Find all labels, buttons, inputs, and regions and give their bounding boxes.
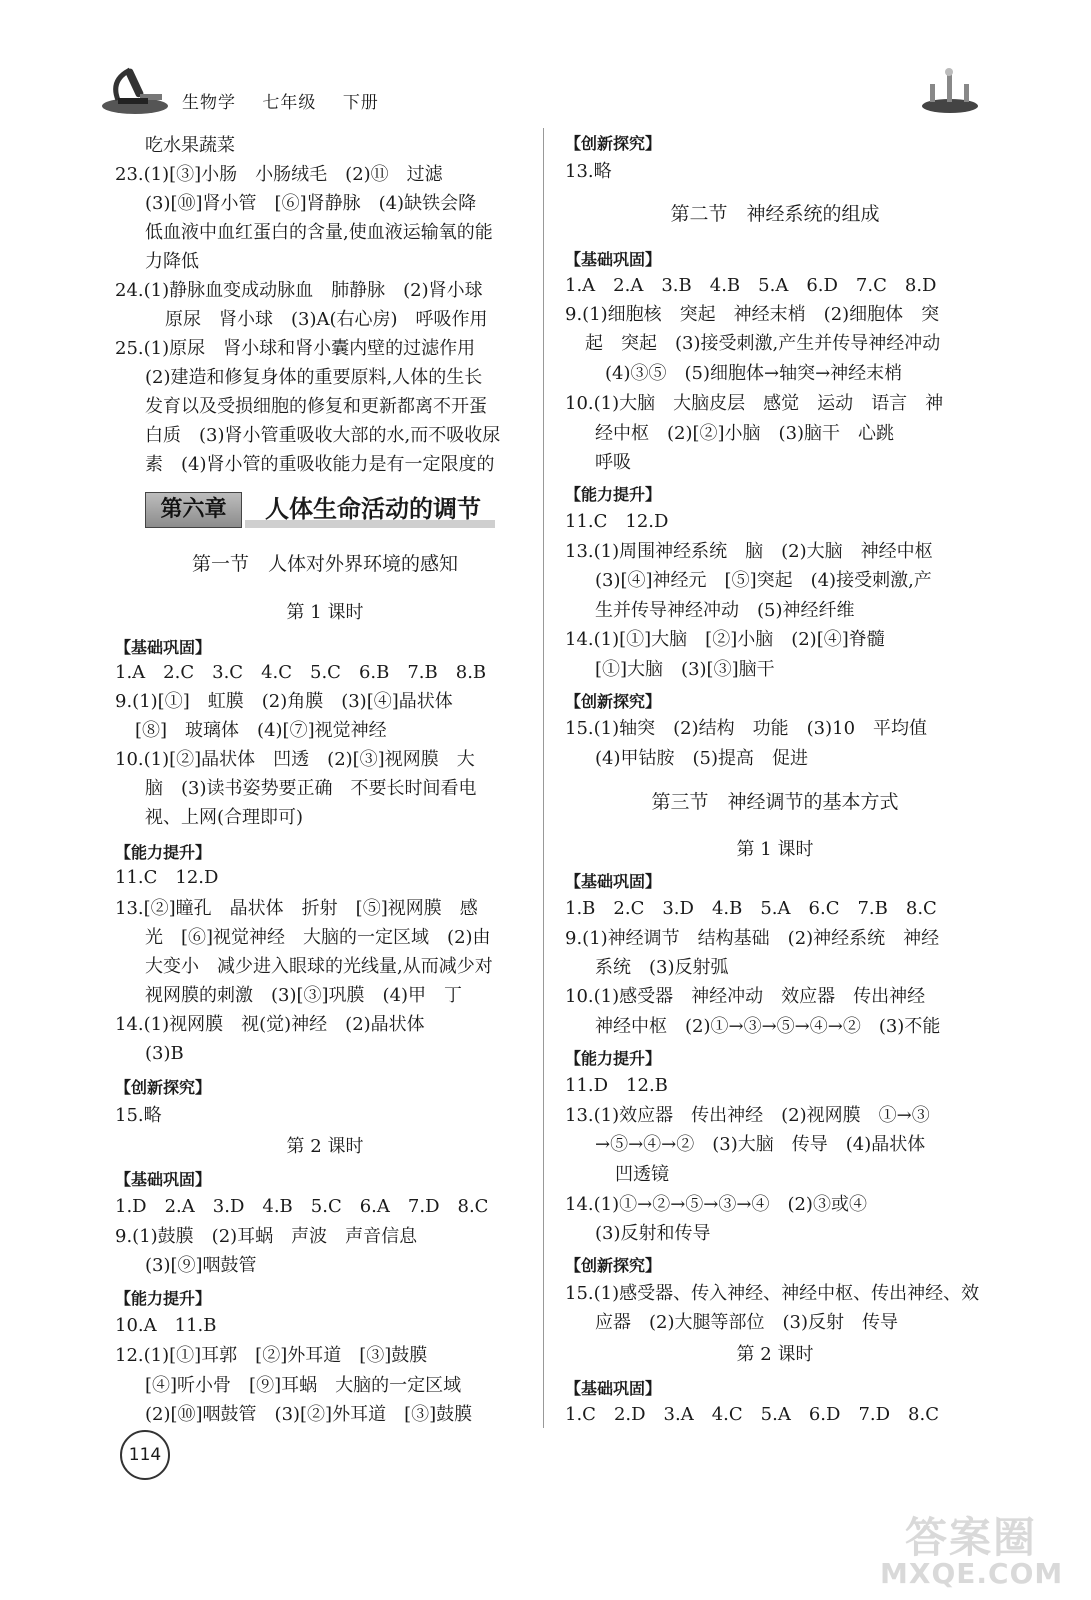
- answer-line: 11.D 12.B: [565, 1075, 668, 1096]
- section-tag: 【能力提升】: [115, 1289, 212, 1308]
- answer-line: (3)反射和传导: [595, 1223, 711, 1244]
- section-tag: 【能力提升】: [565, 1049, 662, 1068]
- answer-line: 脑 (3)读书姿势要正确 不要长时间看电: [145, 778, 477, 799]
- answer-line: 力降低: [145, 251, 199, 272]
- answer-line: 系统 (3)反射弧: [595, 957, 729, 978]
- answer-line: 10.A 11.B: [115, 1315, 217, 1336]
- answer-line: 13.略: [565, 161, 612, 182]
- answer-line: 25.(1)原尿 肾小球和肾小囊内壁的过滤作用: [115, 338, 476, 359]
- section-tag: 【基础巩固】: [115, 1170, 212, 1189]
- answer-line: 1.A 2.A 3.B 4.B 5.A 6.D 7.C 8.D: [565, 275, 937, 296]
- answer-line: [①]大脑 (3)[③]脑干: [595, 659, 775, 680]
- answer-line: 1.C 2.D 3.A 4.C 5.A 6.D 7.D 8.C: [565, 1404, 940, 1425]
- answer-line: (2)[⑩]咽鼓管 (3)[②]外耳道 [③]鼓膜: [145, 1404, 473, 1425]
- chapter-heading: [145, 490, 505, 530]
- answer-line: 9.(1)鼓膜 (2)耳蜗 声波 声音信息: [115, 1226, 418, 1247]
- answer-line: 14.(1)视网膜 视(觉)神经 (2)晶状体: [115, 1014, 425, 1035]
- page-header: [100, 60, 980, 116]
- answer-line: 视网膜的刺激 (3)[③]巩膜 (4)甲 丁: [145, 985, 463, 1006]
- section-tag: 【基础巩固】: [565, 872, 662, 891]
- section-tag: 【创新探究】: [115, 1078, 212, 1097]
- section-title: 第二节 神经系统的组成: [670, 203, 880, 225]
- answer-line: 视、上网(合理即可): [145, 807, 304, 828]
- section-tag: 【基础巩固】: [565, 1379, 662, 1398]
- answer-line: 1.D 2.A 3.D 4.B 5.C 6.A 7.D 8.C: [115, 1196, 489, 1217]
- answer-line: 11.C 12.D: [115, 867, 219, 888]
- chapter-label: 第六章: [145, 492, 242, 528]
- section-tag: 【创新探究】: [565, 1256, 662, 1275]
- lesson-title: 第 2 课时: [736, 1344, 814, 1365]
- header-title: [182, 88, 399, 113]
- answer-line: 10.(1)[②]晶状体 凹透 (2)[③]视网膜 大: [115, 749, 475, 770]
- answer-line: 10.(1)大脑 大脑皮层 感觉 运动 语言 神: [565, 393, 944, 414]
- answer-line: 11.C 12.D: [565, 511, 669, 532]
- answer-line: (3)[④]神经元 [⑤]突起 (4)接受刺激,产: [595, 570, 932, 591]
- answer-line: 9.(1)[①] 虹膜 (2)角膜 (3)[④]晶状体: [115, 691, 453, 712]
- section-title: 第三节 神经调节的基本方式: [651, 791, 899, 813]
- answer-line: 1.B 2.C 3.D 4.B 5.A 6.C 7.B 8.C: [565, 898, 937, 919]
- chapter-title: 人体生命活动的调节: [265, 495, 481, 523]
- lesson-title: 第 2 课时: [286, 1136, 364, 1157]
- answer-line: 15.略: [115, 1105, 162, 1126]
- answer-line: 经中枢 (2)[②]小脑 (3)脑干 心跳: [595, 423, 895, 444]
- lesson-title: 第 1 课时: [736, 839, 814, 860]
- answer-line: 13.(1)效应器 传出神经 (2)视网膜 ①→③: [565, 1105, 930, 1126]
- microscope-icon: [100, 60, 170, 116]
- section-tag: 【能力提升】: [115, 843, 212, 862]
- answer-line: 呼吸: [595, 452, 631, 473]
- header-grade: 七年级: [262, 93, 317, 113]
- header-subject: 生物学: [182, 93, 236, 113]
- answer-line: 12.(1)[①]耳郭 [②]外耳道 [③]鼓膜: [115, 1345, 428, 1366]
- answer-line: (3)[⑨]咽鼓管: [145, 1255, 257, 1276]
- section-tag: 【基础巩固】: [565, 250, 662, 269]
- answer-line: (3)B: [145, 1043, 184, 1064]
- answer-line: 10.(1)感受器 神经冲动 效应器 传出神经: [565, 986, 926, 1007]
- answer-line: (4)甲钴胺 (5)提高 促进: [595, 748, 808, 769]
- lab-apparatus-icon: [920, 64, 980, 114]
- answer-line: [⑧] 玻璃体 (4)[⑦]视觉神经: [135, 720, 387, 741]
- watermark: [880, 1505, 1080, 1595]
- answer-line: 生并传导神经冲动 (5)神经纤维: [595, 600, 855, 621]
- answer-line: →⑤→④→② (3)大脑 传导 (4)晶状体: [595, 1134, 926, 1155]
- section-tag: 【基础巩固】: [115, 638, 212, 657]
- lesson-title: 第 1 课时: [286, 602, 364, 623]
- answer-line: 应器 (2)大腿等部位 (3)反射 传导: [595, 1312, 898, 1333]
- answer-line: 白质 (3)肾小管重吸收大部的水,而不吸收尿: [145, 425, 501, 446]
- answer-line: 15.(1)感受器、传入神经、神经中枢、传出神经、效: [565, 1283, 980, 1304]
- text-line: 吃水果蔬菜: [145, 135, 235, 156]
- answer-line: 13.[②]瞳孔 晶状体 折射 [⑤]视网膜 感: [115, 898, 478, 919]
- section-tag: 【能力提升】: [565, 485, 662, 504]
- answer-line: 9.(1)细胞核 突起 神经末梢 (2)细胞体 突: [565, 304, 940, 325]
- answer-line: [④]听小骨 [⑨]耳蜗 大脑的一定区域: [145, 1375, 462, 1396]
- answer-line: 大变小 减少进入眼球的光线量,从而减少对: [145, 956, 493, 977]
- answer-line: 13.(1)周围神经系统 脑 (2)大脑 神经中枢: [565, 541, 933, 562]
- watermark-en: MXQE.COM: [880, 1557, 1064, 1590]
- answer-line: 神经中枢 (2)①→③→⑤→④→② (3)不能: [595, 1016, 941, 1037]
- section-tag: 【创新探究】: [565, 692, 662, 711]
- section-tag: 【创新探究】: [565, 134, 662, 153]
- answer-line: 14.(1)①→②→⑤→③→④ (2)③或④: [565, 1194, 867, 1215]
- answer-line: 低血液中血红蛋白的含量,使血液运输氧的能: [145, 222, 493, 243]
- answer-line: (3)[⑩]肾小管 [⑥]肾静脉 (4)缺铁会降: [145, 193, 477, 214]
- answer-line: 发育以及受损细胞的修复和更新都离不开蛋: [145, 396, 487, 417]
- answer-line: (2)建造和修复身体的重要原料,人体的生长: [145, 367, 483, 388]
- answer-line: 素 (4)肾小管的重吸收能力是有一定限度的: [145, 454, 495, 475]
- answer-line: 1.A 2.C 3.C 4.C 5.C 6.B 7.B 8.B: [115, 662, 487, 683]
- answer-line: 9.(1)神经调节 结构基础 (2)神经系统 神经: [565, 928, 940, 949]
- answer-line: 光 [⑥]视觉神经 大脑的一定区域 (2)由: [145, 927, 491, 948]
- answer-line: (4)③⑤ (5)细胞体→轴突→神经末梢: [605, 363, 903, 384]
- answer-line: 23.(1)[③]小肠 小肠绒毛 (2)⑪ 过滤: [115, 164, 443, 185]
- answer-line: 14.(1)[①]大脑 [②]小脑 (2)[④]脊髓: [565, 629, 885, 650]
- answer-line: 原尿 肾小球 (3)A(右心房) 呼吸作用: [165, 309, 488, 330]
- answer-line: 24.(1)静脉血变成动脉血 肺静脉 (2)肾小球: [115, 280, 483, 301]
- answer-line: 凹透镜: [615, 1164, 669, 1185]
- header-volume: 下册: [342, 93, 379, 113]
- column-divider: [543, 128, 544, 1428]
- answer-line: 起 突起 (3)接受刺激,产生并传导神经冲动: [585, 333, 941, 354]
- section-title: 第一节 人体对外界环境的感知: [191, 553, 458, 575]
- answer-line: 15.(1)轴突 (2)结构 功能 (3)10 平均值: [565, 718, 928, 739]
- watermark-cn: 答案圈: [905, 1513, 1038, 1562]
- page-number: 114: [120, 1430, 170, 1480]
